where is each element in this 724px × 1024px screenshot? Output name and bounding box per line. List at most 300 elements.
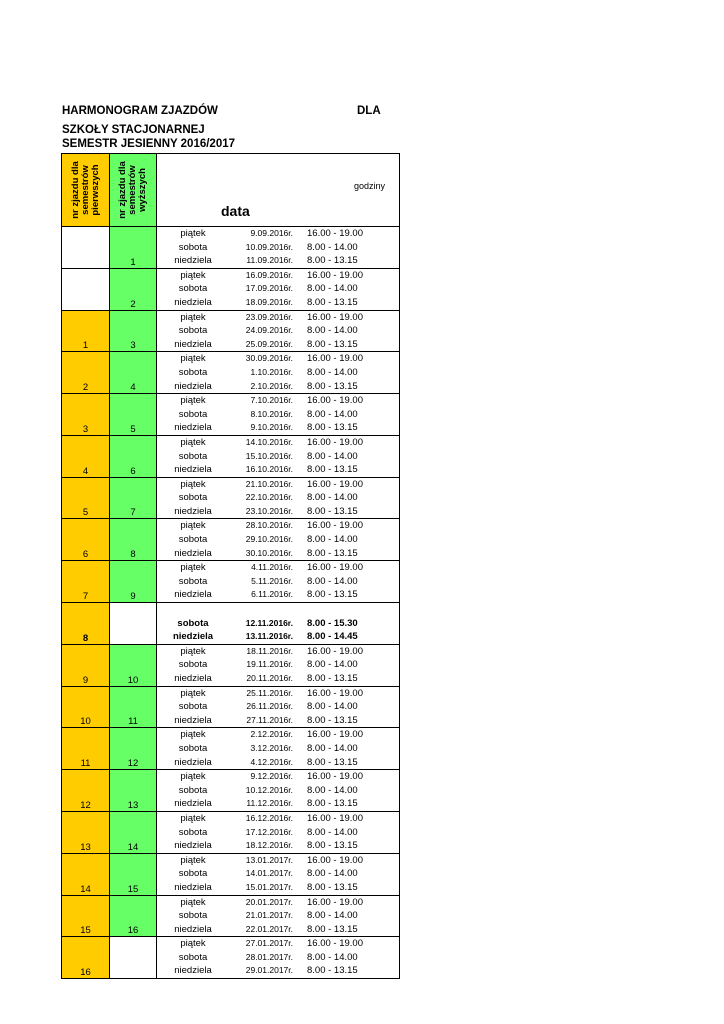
session-date: 9.12.2016r. (250, 771, 293, 782)
first-semester-number: 4 (62, 435, 110, 477)
day-name: niedziela (174, 923, 212, 935)
session-dates (157, 310, 400, 352)
day-name: sobota (178, 241, 208, 253)
session-line (157, 394, 399, 408)
session-line (157, 491, 399, 505)
session-date: 2.10.2016r. (250, 380, 293, 391)
higher-semester-number: 10 (110, 644, 157, 686)
first-semester-number (62, 268, 110, 310)
session-date: 18.11.2016r. (246, 645, 293, 656)
table-row (62, 477, 400, 519)
table-row (62, 435, 400, 477)
session-date: 15.01.2017r. (245, 881, 293, 892)
day-name: piątek (180, 395, 206, 407)
day-name: niedziela (174, 547, 212, 559)
page-title-right: DLA (357, 105, 381, 117)
higher-semester-number: 15 (110, 853, 157, 895)
higher-semester-number: 13 (110, 770, 157, 812)
day-name: niedziela (174, 380, 212, 392)
first-semester-number: 3 (62, 394, 110, 436)
session-date: 22.01.2017r. (245, 923, 293, 934)
day-name: piątek (180, 896, 206, 908)
day-name: niedziela (174, 464, 212, 476)
higher-semester-number: 6 (110, 435, 157, 477)
session-line (157, 254, 399, 268)
day-name: niedziela (174, 422, 212, 434)
session-line (157, 450, 399, 464)
col2-line: wyższych (137, 168, 148, 212)
day-name: piątek (180, 562, 206, 574)
day-name: niedziela (174, 965, 212, 977)
higher-semester-number: 4 (110, 352, 157, 394)
session-hours: 16.00 - 19.00 (307, 520, 363, 532)
col2-line: semestrów (127, 165, 138, 215)
session-date: 21.10.2016r. (245, 478, 293, 489)
day-name: piątek (180, 645, 206, 657)
col-higher-semester-header (110, 154, 157, 227)
higher-semester-number: 7 (110, 477, 157, 519)
session-hours: 8.00 - 13.15 (307, 255, 358, 267)
day-name: sobota (178, 910, 208, 922)
session-date: 20.01.2017r. (245, 896, 293, 907)
session-hours: 16.00 - 19.00 (307, 771, 363, 783)
table-row (62, 394, 400, 436)
day-name: niedziela (174, 589, 212, 601)
session-line (157, 937, 399, 951)
session-line (157, 380, 399, 394)
session-hours: 8.00 - 13.15 (307, 965, 358, 977)
session-dates (157, 603, 400, 645)
table-row (62, 227, 400, 269)
session-date: 4.12.2016r. (250, 756, 293, 767)
day-name: sobota (178, 868, 208, 880)
session-dates (157, 268, 400, 310)
day-name: piątek (180, 812, 206, 824)
session-line (157, 617, 399, 631)
session-line (157, 241, 399, 255)
session-hours: 8.00 - 13.15 (307, 380, 358, 392)
session-line (157, 770, 399, 784)
session-dates (157, 519, 400, 561)
session-hours: 8.00 - 13.15 (307, 840, 358, 852)
session-date: 3.12.2016r. (250, 742, 293, 753)
session-hours: 16.00 - 19.00 (307, 896, 363, 908)
first-semester-number: 16 (62, 937, 110, 979)
higher-semester-number (110, 603, 157, 645)
session-hours: 16.00 - 19.00 (307, 854, 363, 866)
first-semester-number: 12 (62, 770, 110, 812)
session-hours: 8.00 - 14.00 (307, 826, 358, 838)
session-dates (157, 770, 400, 812)
session-hours: 8.00 - 14.00 (307, 951, 358, 963)
table-row (62, 686, 400, 728)
day-name: sobota (178, 450, 208, 462)
session-line (157, 964, 399, 978)
session-hours: 16.00 - 19.00 (307, 645, 363, 657)
col2-line: nr zjazdu dla (117, 161, 128, 219)
day-name: piątek (180, 854, 206, 866)
session-line (157, 797, 399, 811)
day-name: niedziela (174, 798, 212, 810)
session-date: 2.12.2016r. (250, 729, 293, 740)
table-row (62, 770, 400, 812)
first-semester-number: 14 (62, 853, 110, 895)
first-semester-number: 1 (62, 310, 110, 352)
session-line (157, 896, 399, 910)
session-line (157, 324, 399, 338)
session-date: 30.09.2016r. (245, 353, 293, 364)
table-row (62, 310, 400, 352)
session-line (157, 784, 399, 798)
first-semester-number: 7 (62, 561, 110, 603)
higher-semester-number: 9 (110, 561, 157, 603)
day-name: piątek (180, 478, 206, 490)
session-hours: 16.00 - 19.00 (307, 228, 363, 239)
session-dates (157, 895, 400, 937)
session-line (157, 672, 399, 686)
session-date: 14.10.2016r. (245, 436, 293, 447)
session-date: 27.11.2016r. (246, 714, 293, 725)
session-hours: 8.00 - 13.15 (307, 756, 358, 768)
session-date: 17.09.2016r. (245, 283, 293, 294)
first-semester-number: 5 (62, 477, 110, 519)
session-hours: 16.00 - 19.00 (307, 395, 363, 407)
day-name: sobota (178, 325, 208, 337)
session-hours: 8.00 - 14.00 (307, 784, 358, 796)
first-semester-number: 11 (62, 728, 110, 770)
session-hours: 8.00 - 14.00 (307, 910, 358, 922)
date-hours-header (157, 154, 400, 227)
session-line (157, 812, 399, 826)
session-line (157, 923, 399, 937)
session-hours: 8.00 - 13.15 (307, 547, 358, 559)
higher-semester-number: 12 (110, 728, 157, 770)
session-date: 11.09.2016r. (246, 255, 293, 266)
session-hours: 8.00 - 13.15 (307, 464, 358, 476)
session-dates (157, 477, 400, 519)
session-date: 10.09.2016r. (245, 241, 293, 252)
session-line (157, 311, 399, 325)
session-hours: 16.00 - 19.00 (307, 353, 363, 365)
col1-line: nr zjazdu dla (69, 161, 81, 219)
session-line (157, 519, 399, 533)
session-line (157, 630, 399, 644)
session-date: 19.11.2016r. (246, 659, 293, 670)
session-date: 12.11.2016r. (245, 617, 293, 628)
session-hours: 8.00 - 13.15 (307, 881, 358, 893)
session-hours: 8.00 - 14.00 (307, 701, 358, 713)
session-line (157, 728, 399, 742)
session-dates (157, 394, 400, 436)
session-line (157, 909, 399, 923)
session-line (157, 436, 399, 450)
session-hours: 8.00 - 14.00 (307, 659, 358, 671)
session-line (157, 269, 399, 283)
hours-header: godziny (353, 181, 385, 191)
session-date: 16.12.2016r. (245, 812, 293, 823)
day-name: piątek (180, 311, 206, 323)
session-dates (157, 644, 400, 686)
day-name: niedziela (174, 296, 212, 308)
session-line (157, 867, 399, 881)
col1-line: semestrów (79, 165, 91, 215)
session-line (157, 505, 399, 519)
session-hours: 8.00 - 14.00 (307, 283, 358, 295)
day-name: piątek (180, 520, 206, 532)
session-hours: 8.00 - 14.00 (307, 241, 358, 253)
session-date: 23.09.2016r. (245, 311, 293, 322)
day-name: niedziela (174, 505, 212, 517)
higher-semester-number: 5 (110, 394, 157, 436)
session-date: 16.09.2016r. (245, 269, 293, 280)
session-line (157, 547, 399, 561)
session-date: 25.09.2016r. (245, 338, 293, 349)
session-line (157, 839, 399, 853)
session-hours: 16.00 - 19.00 (307, 436, 363, 448)
session-hours: 16.00 - 19.00 (307, 687, 363, 699)
first-semester-number: 8 (62, 603, 110, 645)
session-date: 1.10.2016r. (250, 366, 293, 377)
table-row (62, 811, 400, 853)
session-line (157, 826, 399, 840)
session-date (229, 603, 293, 617)
session-date: 30.10.2016r. (245, 547, 293, 558)
session-hours: 8.00 - 13.15 (307, 338, 358, 350)
day-name: niedziela (174, 756, 212, 768)
session-hours: 8.00 - 14.00 (307, 868, 358, 880)
day-name: sobota (178, 575, 208, 587)
day-name: piątek (180, 353, 206, 365)
session-hours: 8.00 - 14.00 (307, 325, 358, 337)
first-semester-number: 2 (62, 352, 110, 394)
session-hours: 8.00 - 13.15 (307, 505, 358, 517)
day-name: sobota (178, 742, 208, 754)
session-hours: 8.00 - 14.00 (307, 492, 358, 504)
session-line (157, 478, 399, 492)
session-line (157, 282, 399, 296)
first-semester-number: 15 (62, 895, 110, 937)
table-row (62, 519, 400, 561)
first-semester-number: 10 (62, 686, 110, 728)
session-line (157, 352, 399, 366)
session-date: 6.11.2016r. (251, 589, 293, 600)
session-hours: 16.00 - 19.00 (307, 729, 363, 741)
session-date: 14.01.2017r. (245, 868, 293, 879)
table-row (62, 561, 400, 603)
session-hours: 8.00 - 14.00 (307, 408, 358, 420)
session-hours: 16.00 - 19.00 (307, 269, 363, 281)
table-row (62, 937, 400, 979)
session-hours: 8.00 - 14.45 (307, 631, 358, 643)
session-dates (157, 227, 400, 269)
session-line (157, 296, 399, 310)
session-line (157, 338, 399, 352)
session-line (157, 951, 399, 965)
session-hours: 16.00 - 19.00 (307, 812, 363, 824)
session-hours: 8.00 - 13.15 (307, 589, 358, 601)
session-date: 29.10.2016r. (245, 534, 293, 545)
session-date: 28.01.2017r. (245, 951, 293, 962)
table-row (62, 728, 400, 770)
session-hours: 8.00 - 13.15 (307, 798, 358, 810)
session-date: 9.09.2016r. (250, 228, 293, 238)
session-line (157, 687, 399, 701)
session-hours: 8.00 - 13.15 (307, 422, 358, 434)
day-name: piątek (180, 687, 206, 699)
session-hours: 8.00 - 13.15 (307, 923, 358, 935)
session-line (157, 575, 399, 589)
day-name: niedziela (174, 255, 212, 267)
session-hours: 16.00 - 19.00 (307, 938, 363, 950)
session-line (157, 421, 399, 435)
day-name: niedziela (174, 840, 212, 852)
higher-semester-number: 14 (110, 811, 157, 853)
higher-semester-number: 1 (110, 227, 157, 269)
session-line (157, 756, 399, 770)
table-row (62, 603, 400, 645)
schedule-table (61, 153, 400, 979)
page-title: HARMONOGRAM ZJAZDÓW (62, 105, 218, 117)
day-name: sobota (178, 408, 208, 420)
session-hours: 16.00 - 19.00 (307, 311, 363, 323)
day-name: sobota (178, 366, 208, 378)
session-date: 18.12.2016r. (245, 840, 293, 851)
day-name: piątek (180, 436, 206, 448)
session-date: 28.10.2016r. (245, 520, 293, 531)
session-dates (157, 728, 400, 770)
day-name: piątek (180, 938, 206, 950)
session-dates (157, 435, 400, 477)
day-name: niedziela (174, 338, 212, 350)
session-date: 20.11.2016r. (246, 673, 293, 683)
session-date: 15.10.2016r. (245, 450, 293, 461)
session-date: 8.10.2016r. (250, 408, 293, 419)
session-line (157, 227, 399, 241)
session-dates (157, 853, 400, 895)
day-name: sobota (178, 283, 208, 295)
session-line (157, 881, 399, 895)
session-hours: 8.00 - 13.15 (307, 296, 358, 308)
table-row (62, 268, 400, 310)
semester-label: SEMESTR JESIENNY 2016/2017 (62, 138, 236, 150)
session-date: 5.11.2016r. (251, 575, 293, 586)
day-name: sobota (177, 617, 209, 629)
session-hours: 8.00 - 14.00 (307, 366, 358, 378)
session-dates (157, 561, 400, 603)
day-name: piątek (180, 771, 206, 783)
session-date: 24.09.2016r. (245, 325, 293, 336)
day-name: sobota (178, 951, 208, 963)
header-row (62, 154, 400, 227)
session-hours: 8.00 - 13.15 (307, 714, 358, 726)
session-line (157, 645, 399, 659)
session-line (157, 714, 399, 728)
day-name: sobota (178, 784, 208, 796)
table-row (62, 895, 400, 937)
higher-semester-number: 3 (110, 310, 157, 352)
session-date: 25.11.2016r. (246, 687, 293, 698)
session-date: 7.10.2016r. (250, 395, 293, 406)
session-line (157, 603, 399, 617)
session-hours: 8.00 - 14.00 (307, 575, 358, 587)
session-date: 10.12.2016r. (245, 784, 293, 795)
day-name: niedziela (174, 714, 212, 726)
page-subtitle: SZKOŁY STACJONARNEJ (62, 124, 205, 136)
day-name: niedziela (174, 673, 212, 684)
session-hours: 8.00 - 14.00 (307, 742, 358, 754)
day-name: piątek (180, 228, 206, 239)
day-name: niedziela (172, 631, 214, 643)
session-line (157, 408, 399, 422)
day-name: sobota (178, 701, 208, 713)
higher-semester-number: 2 (110, 268, 157, 310)
session-hours: 16.00 - 19.00 (307, 562, 363, 574)
session-hours: 16.00 - 19.00 (307, 478, 363, 490)
day-name: piątek (180, 269, 206, 281)
table-row (62, 352, 400, 394)
first-semester-number: 9 (62, 644, 110, 686)
first-semester-number (62, 227, 110, 269)
session-date: 27.01.2017r. (245, 938, 293, 949)
session-line (157, 561, 399, 575)
session-date: 22.10.2016r. (245, 492, 293, 503)
session-line (157, 700, 399, 714)
day-name: sobota (178, 492, 208, 504)
session-date: 17.12.2016r. (245, 826, 293, 837)
date-header: data (221, 203, 250, 219)
col-first-semester-header (62, 154, 110, 227)
session-date: 13.01.2017r. (245, 854, 293, 865)
higher-semester-number: 11 (110, 686, 157, 728)
session-hours: 8.00 - 15.30 (307, 617, 358, 629)
session-hours: 8.00 - 14.00 (307, 534, 358, 546)
higher-semester-number (110, 937, 157, 979)
day-name: sobota (178, 659, 208, 671)
session-date: 21.01.2017r. (245, 910, 293, 921)
session-line (157, 742, 399, 756)
higher-semester-number: 8 (110, 519, 157, 561)
day-name: piątek (180, 729, 206, 741)
table-row (62, 853, 400, 895)
session-date: 29.01.2017r. (245, 965, 293, 976)
session-date: 18.09.2016r. (245, 296, 293, 307)
session-dates (157, 686, 400, 728)
day-name: niedziela (174, 881, 212, 893)
session-line (157, 366, 399, 380)
session-date: 9.10.2016r. (250, 422, 293, 433)
session-hours: 8.00 - 13.15 (307, 673, 358, 684)
session-line (157, 533, 399, 547)
session-hours (293, 603, 393, 617)
session-date: 11.12.2016r. (246, 798, 293, 809)
session-date: 26.11.2016r. (246, 701, 293, 712)
table-row (62, 644, 400, 686)
higher-semester-number: 16 (110, 895, 157, 937)
day-name (157, 603, 229, 617)
session-date: 23.10.2016r. (245, 505, 293, 516)
first-semester-number: 13 (62, 811, 110, 853)
session-line (157, 588, 399, 602)
first-semester-number: 6 (62, 519, 110, 561)
day-name: sobota (178, 826, 208, 838)
session-dates (157, 352, 400, 394)
session-date: 4.11.2016r. (251, 562, 293, 573)
session-date: 16.10.2016r. (245, 464, 293, 475)
col1-line: pierwszych (89, 164, 101, 216)
session-line (157, 463, 399, 477)
session-hours: 8.00 - 14.00 (307, 450, 358, 462)
session-line (157, 658, 399, 672)
